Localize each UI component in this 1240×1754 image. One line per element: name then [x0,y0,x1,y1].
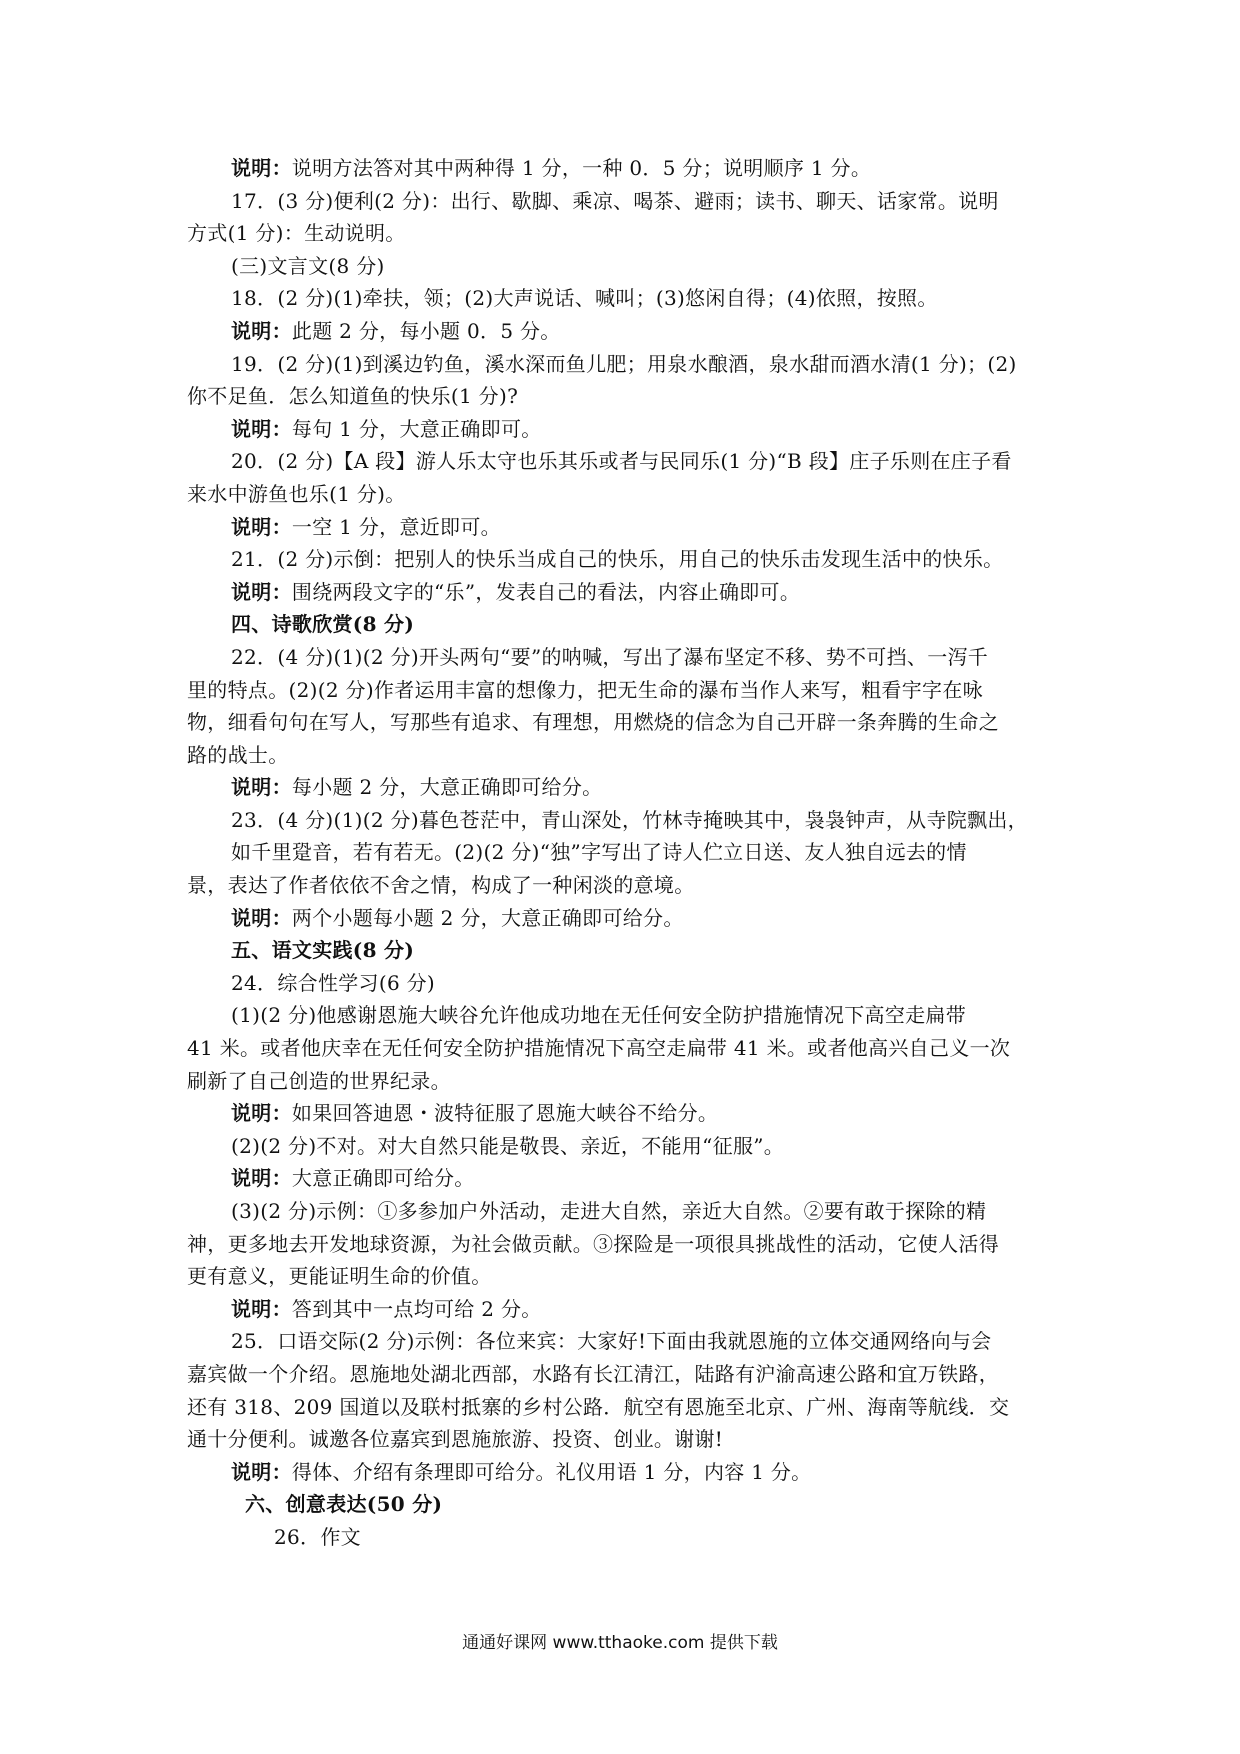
line-text: 24．综合性学习(6 分) [231,970,436,995]
line-text: 如千里跫音，若有若无。(2)(2 分)“独”字写出了诗人伫立日送、友人独自远去的情 [231,840,967,865]
text-line [187,478,1059,511]
line-text: (2)(2 分)不对。对大自然只能是敬畏、亲近，不能用“征服”。 [231,1133,785,1158]
text-line [187,1391,1059,1424]
text-line [187,576,1059,609]
line-text: 20．(2 分)【A 段】游人乐太守也乐其乐或者与民同乐(1 分)“B 段】庄子乐则在庄子看 [231,449,1012,474]
line-text: 更有意义，更能证明生命的价值。 [187,1264,492,1289]
text-line [187,1228,1059,1261]
line-text: 41 米。或者他庆幸在无任何安全防护措施情况下高空走扁带 41 米。或者他高兴自己义一次 [187,1036,1011,1061]
note-label: 说明： [231,775,292,800]
line-text: 21．(2 分)示倒：把别人的快乐当成自己的快乐，用自己的快乐击发现生活中的快乐。 [231,547,1004,572]
text-line [187,706,1059,739]
line-text: 如果回答迪恩・波特征服了恩施大峡谷不给分。 [291,1101,719,1126]
line-text: 一空 1 分，意近即可。 [291,514,501,539]
line-text: 神，更多地去开发地球资源，为社会做贡献。③探险是一项很具挑战性的活动，它使人活得 [187,1231,999,1256]
text-line [187,1521,1059,1554]
line-text: 25．口语交际(2 分)示例：各位来宾：大家好!下面由我就恩施的立体交通网络向与会 [231,1329,992,1354]
note-label: 说明： [231,1101,292,1126]
note-label: 说明： [231,1459,292,1484]
text-line [187,869,1059,902]
line-text: 你不足鱼．怎么知道鱼的快乐(1 分)? [187,384,519,409]
text-line [187,348,1059,381]
text-line [187,999,1059,1032]
note-label: 说明： [231,156,292,180]
section-heading-text: 五、语文实践(8 分) [231,938,415,963]
line-text: 大意正确即可给分。 [291,1166,475,1191]
text-line [187,674,1059,707]
text-line [187,1032,1059,1065]
note-label: 说明： [231,905,292,930]
text-line [187,1423,1059,1456]
line-text: 嘉宾做一个介绍。恩施地处湖北西部，水路有长江清江，陆路有沪渝高速公路和宜万铁路， [187,1361,999,1386]
line-text: 18．(2 分)(1)牵扶，领；(2)大声说话、喊叫；(3)悠闲自得；(4)依照，按照。 [231,286,938,311]
line-text: 得体、介绍有条理即可给分。礼仪用语 1 分，内容 1 分。 [291,1459,812,1484]
line-text: 说明方法答对其中两种得 1 分，一种 0．5 分；说明顺序 1 分。 [291,156,872,180]
line-text: 还有 318、209 国道以及联村抵寨的乡村公路．航空有恩施至北京、广州、海南等航线．交 [187,1394,1010,1419]
line-text: 刷新了自己创造的世界纪录。 [187,1068,451,1093]
text-line [187,413,1059,446]
line-text: (3)(2 分)示例：①多参加户外活动，走进大自然，亲近大自然。②要有敢于探除的精 [231,1199,987,1223]
section-heading [187,1488,1059,1521]
text-line [187,1260,1059,1293]
text-line [187,1162,1059,1195]
note-label: 说明： [231,318,292,343]
section-heading [187,934,1059,967]
line-text: 路的战士。 [187,742,289,767]
line-text: 每小题 2 分，大意正确即可给分。 [291,775,603,800]
line-text: 每句 1 分，大意正确即可。 [291,416,542,441]
answer-key-content [187,152,1059,1554]
text-line [187,902,1059,935]
line-text: 景，表达了作者依依不舍之情，构成了一种闲淡的意境。 [187,873,695,898]
page-footer [0,1628,1240,1653]
line-text: 物，细看句句在写人，写那些有追求、有理想，用燃烧的信念为自己开辟一条奔腾的生命之 [187,710,999,735]
text-line [187,152,1059,185]
line-text: 围绕两段文字的“乐”，发表自己的看法，内容止确即可。 [291,579,801,604]
line-text: 此题 2 分，每小题 0．5 分。 [291,318,561,343]
line-text: 22．(4 分)(1)(2 分)开头两句“要”的呐喊，写出了瀑布坚定不移、势不可挡、一泻千 [231,644,989,669]
note-label: 说明： [231,579,292,604]
text-line [187,771,1059,804]
text-line [187,641,1059,674]
section-heading-text: 四、诗歌欣赏(8 分) [231,612,415,637]
line-text: (1)(2 分)他感谢恩施大峡谷允许他成功地在无任何安全防护措施情况下高空走扁带 [231,1003,967,1028]
section-subheading [187,250,1059,283]
line-text: 23．(4 分)(1)(2 分)暮色苍茫中，青山深处，竹林寺掩映其中，袅袅钟声，从寺院飘出， [231,807,1028,832]
text-line [187,1065,1059,1098]
note-label: 说明： [231,1166,292,1191]
note-label: 说明： [231,416,292,441]
text-line [187,445,1059,478]
line-text: 里的特点。(2)(2 分)作者运用丰富的想像力，把无生命的瀑布当作人来写，粗看宇字在咏 [187,677,983,702]
text-line [187,380,1059,413]
text-line [187,836,1059,869]
text-line [187,739,1059,772]
line-text: 19．(2 分)(1)到溪边钓鱼，溪水深而鱼儿肥；用泉水酿酒，泉水甜而酒水清(1 分)；(2) [231,351,1017,376]
text-line [187,1097,1059,1130]
text-line [187,1325,1059,1358]
text-line [187,315,1059,348]
text-line [187,1293,1059,1326]
line-text: 答到其中一点均可给 2 分。 [291,1296,542,1321]
text-line [187,217,1059,250]
line-text: 通十分便利。诚邀各位嘉宾到恩施旅游、投资、创业。谢谢! [187,1427,724,1452]
text-line [187,804,1059,837]
line-text: 来水中游鱼也乐(1 分)。 [187,481,406,506]
footer-source-text: 通通好课网 www.tthaoke.com 提供下载 [462,1633,778,1653]
text-line [187,282,1059,315]
section-heading-text: 六、创意表达(50 分) [245,1492,443,1517]
text-line [187,1130,1059,1163]
line-text: 方式(1 分)：生动说明。 [187,221,406,246]
section-heading [187,608,1059,641]
line-text: 17．(3 分)便利(2 分)：出行、歇脚、乘凉、喝茶、避雨；读书、聊天、话家常。说明 [231,188,999,213]
text-line [187,543,1059,576]
line-text: (三)文言文(8 分) [231,253,385,278]
note-label: 说明： [231,514,292,539]
text-line [187,511,1059,544]
text-line [187,1456,1059,1489]
line-text: 26．作文 [274,1524,361,1549]
note-label: 说明： [231,1296,292,1321]
text-line [187,1358,1059,1391]
text-line [187,967,1059,1000]
text-line [187,1195,1059,1228]
line-text: 两个小题每小题 2 分，大意正确即可给分。 [291,905,684,930]
text-line [187,185,1059,218]
